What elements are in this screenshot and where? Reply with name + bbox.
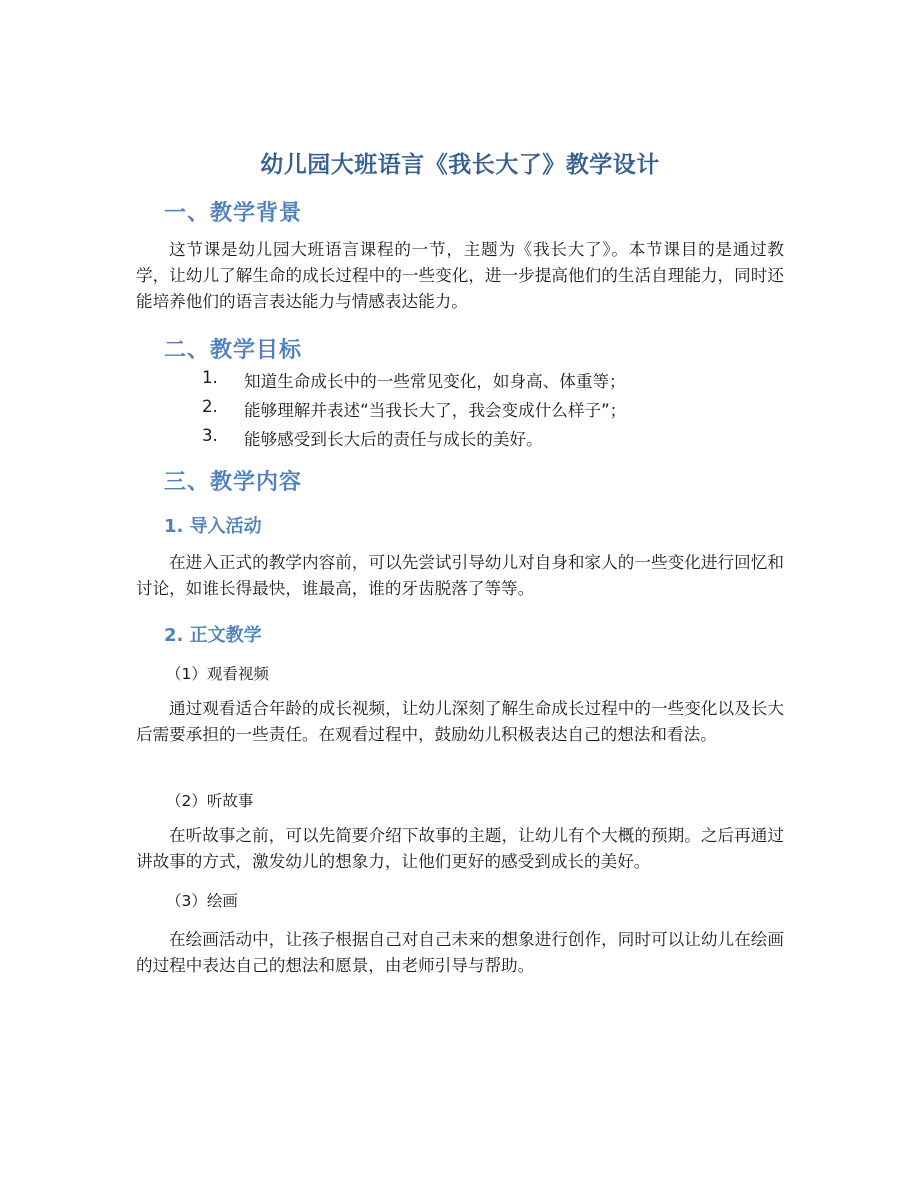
subsection-heading-intro: 1. 导入活动 (164, 516, 262, 537)
objectives-list (202, 368, 626, 455)
background-paragraph: 这节课是幼儿园大班语言课程的一节，主题为《我长大了》。本节课目的是通过教学，让幼儿了解生命的成长过程中的一些变化，进一步提高他们的生活自理能力，同时还能培养他们的语言表达能力与情感表达能力。 (136, 240, 784, 311)
list-text: 知道生命成长中的一些常见变化，如身高、体重等； (244, 372, 626, 391)
story-paragraph: 在听故事之前，可以先简要介绍下故事的主题，让幼儿有个大概的预期。之后再通过讲故事的方式，激发幼儿的想象力，让他们更好的感受到成长的美好。 (136, 826, 784, 871)
part-label-drawing: （3）绘画 (166, 892, 238, 910)
subsection-heading-main: 2. 正文教学 (164, 625, 262, 646)
list-item (202, 368, 626, 397)
list-text: 能够理解并表述“当我长大了，我会变成什么样子”； (244, 401, 627, 420)
list-number: 1. (202, 368, 218, 387)
list-item (202, 426, 626, 455)
list-number: 2. (202, 397, 218, 416)
drawing-paragraph: 在绘画活动中，让孩子根据自己对自己未来的想象进行创作，同时可以让幼儿在绘画的过程中表达自己的想法和愿景，由老师引导与帮助。 (136, 930, 784, 975)
video-paragraph: 通过观看适合年龄的成长视频，让幼儿深刻了解生命成长过程中的一些变化以及长大后需要承担的一些责任。在观看过程中，鼓励幼儿积极表达自己的想法和看法。 (136, 699, 784, 744)
intro-paragraph: 在进入正式的教学内容前，可以先尝试引导幼儿对自身和家人的一些变化进行回忆和讨论，如谁长得最快，谁最高，谁的牙齿脱落了等等。 (136, 553, 784, 598)
section-heading-content: 三、教学内容 (164, 470, 303, 495)
part-label-video: （1）观看视频 (166, 665, 269, 683)
section-heading-background: 一、教学背景 (164, 201, 303, 226)
part-label-story: （2）听故事 (166, 792, 254, 810)
section-heading-objectives: 二、教学目标 (164, 338, 303, 363)
list-number: 3. (202, 426, 218, 445)
list-text: 能够感受到长大后的责任与成长的美好。 (244, 430, 543, 449)
list-item (202, 397, 626, 426)
document-title: 幼儿园大班语言《我长大了》教学设计 (260, 152, 660, 178)
